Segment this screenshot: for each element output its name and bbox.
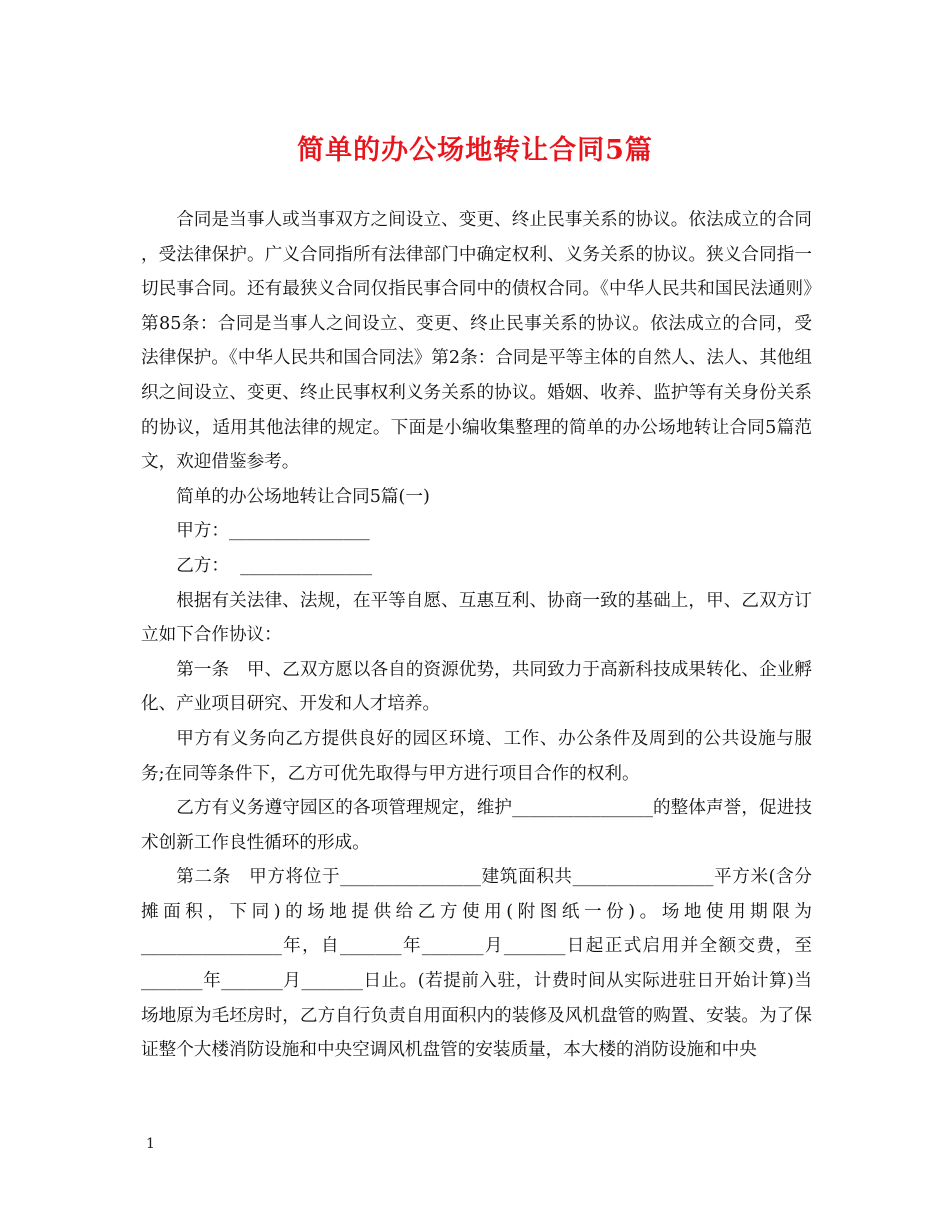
section-heading: 简单的办公场地转让合同5篇(一) (176, 486, 430, 507)
party-b-line: 乙方： _______________ (176, 555, 373, 576)
party-a-duty-paragraph: 甲方有义务向乙方提供良好的园区环境、工作、办公条件及周到的公共设施与服务;在同等条件下，乙方可优先取得与甲方进行项目合作的权利。 (141, 728, 812, 784)
document-body (141, 203, 812, 1068)
party-b-duty-paragraph: 乙方有义务遵守园区的各项管理规定，维护________________的整体声誉，促进技术创新工作良性循环的形成。 (141, 798, 812, 853)
document-title: 简单的办公场地转让合同5篇 (297, 135, 653, 166)
party-a-line: 甲方：________________ (176, 521, 370, 542)
intro-paragraph: 合同是当事人或当事双方之间设立、变更、终止民事关系的协议。依法成立的合同 ，受法律保护。广义合同指所有法律部门中确定权利、义务关系的协议。狭义合同指一切民事合同。还有最狭义合同仅指民事合同中的债权合同。《中华人民共和国民法通则》第85条：合同是当事人之间设立、变更、终止民事关系的协议。依法成立的合同，受法律保护。《中华人民共和国合同法》第2条：合同是平等主体的自然人、法人、其他组织之间设立、变更、终止民事权利义务关系的协议。婚姻、收养、监护等有关身份关系的协议，适用其他法律的规定。下面是小编收集整理的简单的办公场地转让合同5篇范文，欢迎借鉴参考。 (141, 210, 812, 473)
preamble-paragraph: 根据有关法律、法规，在平等自愿、互惠互利、协商一致的基础上，甲、乙双方订立如下合作协议： (141, 590, 812, 646)
article-1-paragraph: 第一条 甲、乙双方愿以各自的资源优势，共同致力于高新科技成果转化、企业孵化、产业项目研究、开发和人才培养。 (141, 659, 812, 715)
article-2-paragraph: 第二条 甲方将位于________________建筑面积共________________平方米(含分摊面积，下同)的场地提供给乙方使用(附图纸一份)。场地使用期限为________________年，自_______年_______月_______日起正式启用并全额交费，至_______年_______月_______日止。(若提前入驻，计费时间从实际进驻日开始计算)当场地原为毛坯房时，乙方自行负责自用面积内的装修及风机盘管的购置、安装。为了保证整个大楼消防设施和中央空调风机盘管的安装质量，本大楼的消防设施和中央 (141, 867, 812, 1061)
page-number: 1 (146, 1136, 155, 1152)
